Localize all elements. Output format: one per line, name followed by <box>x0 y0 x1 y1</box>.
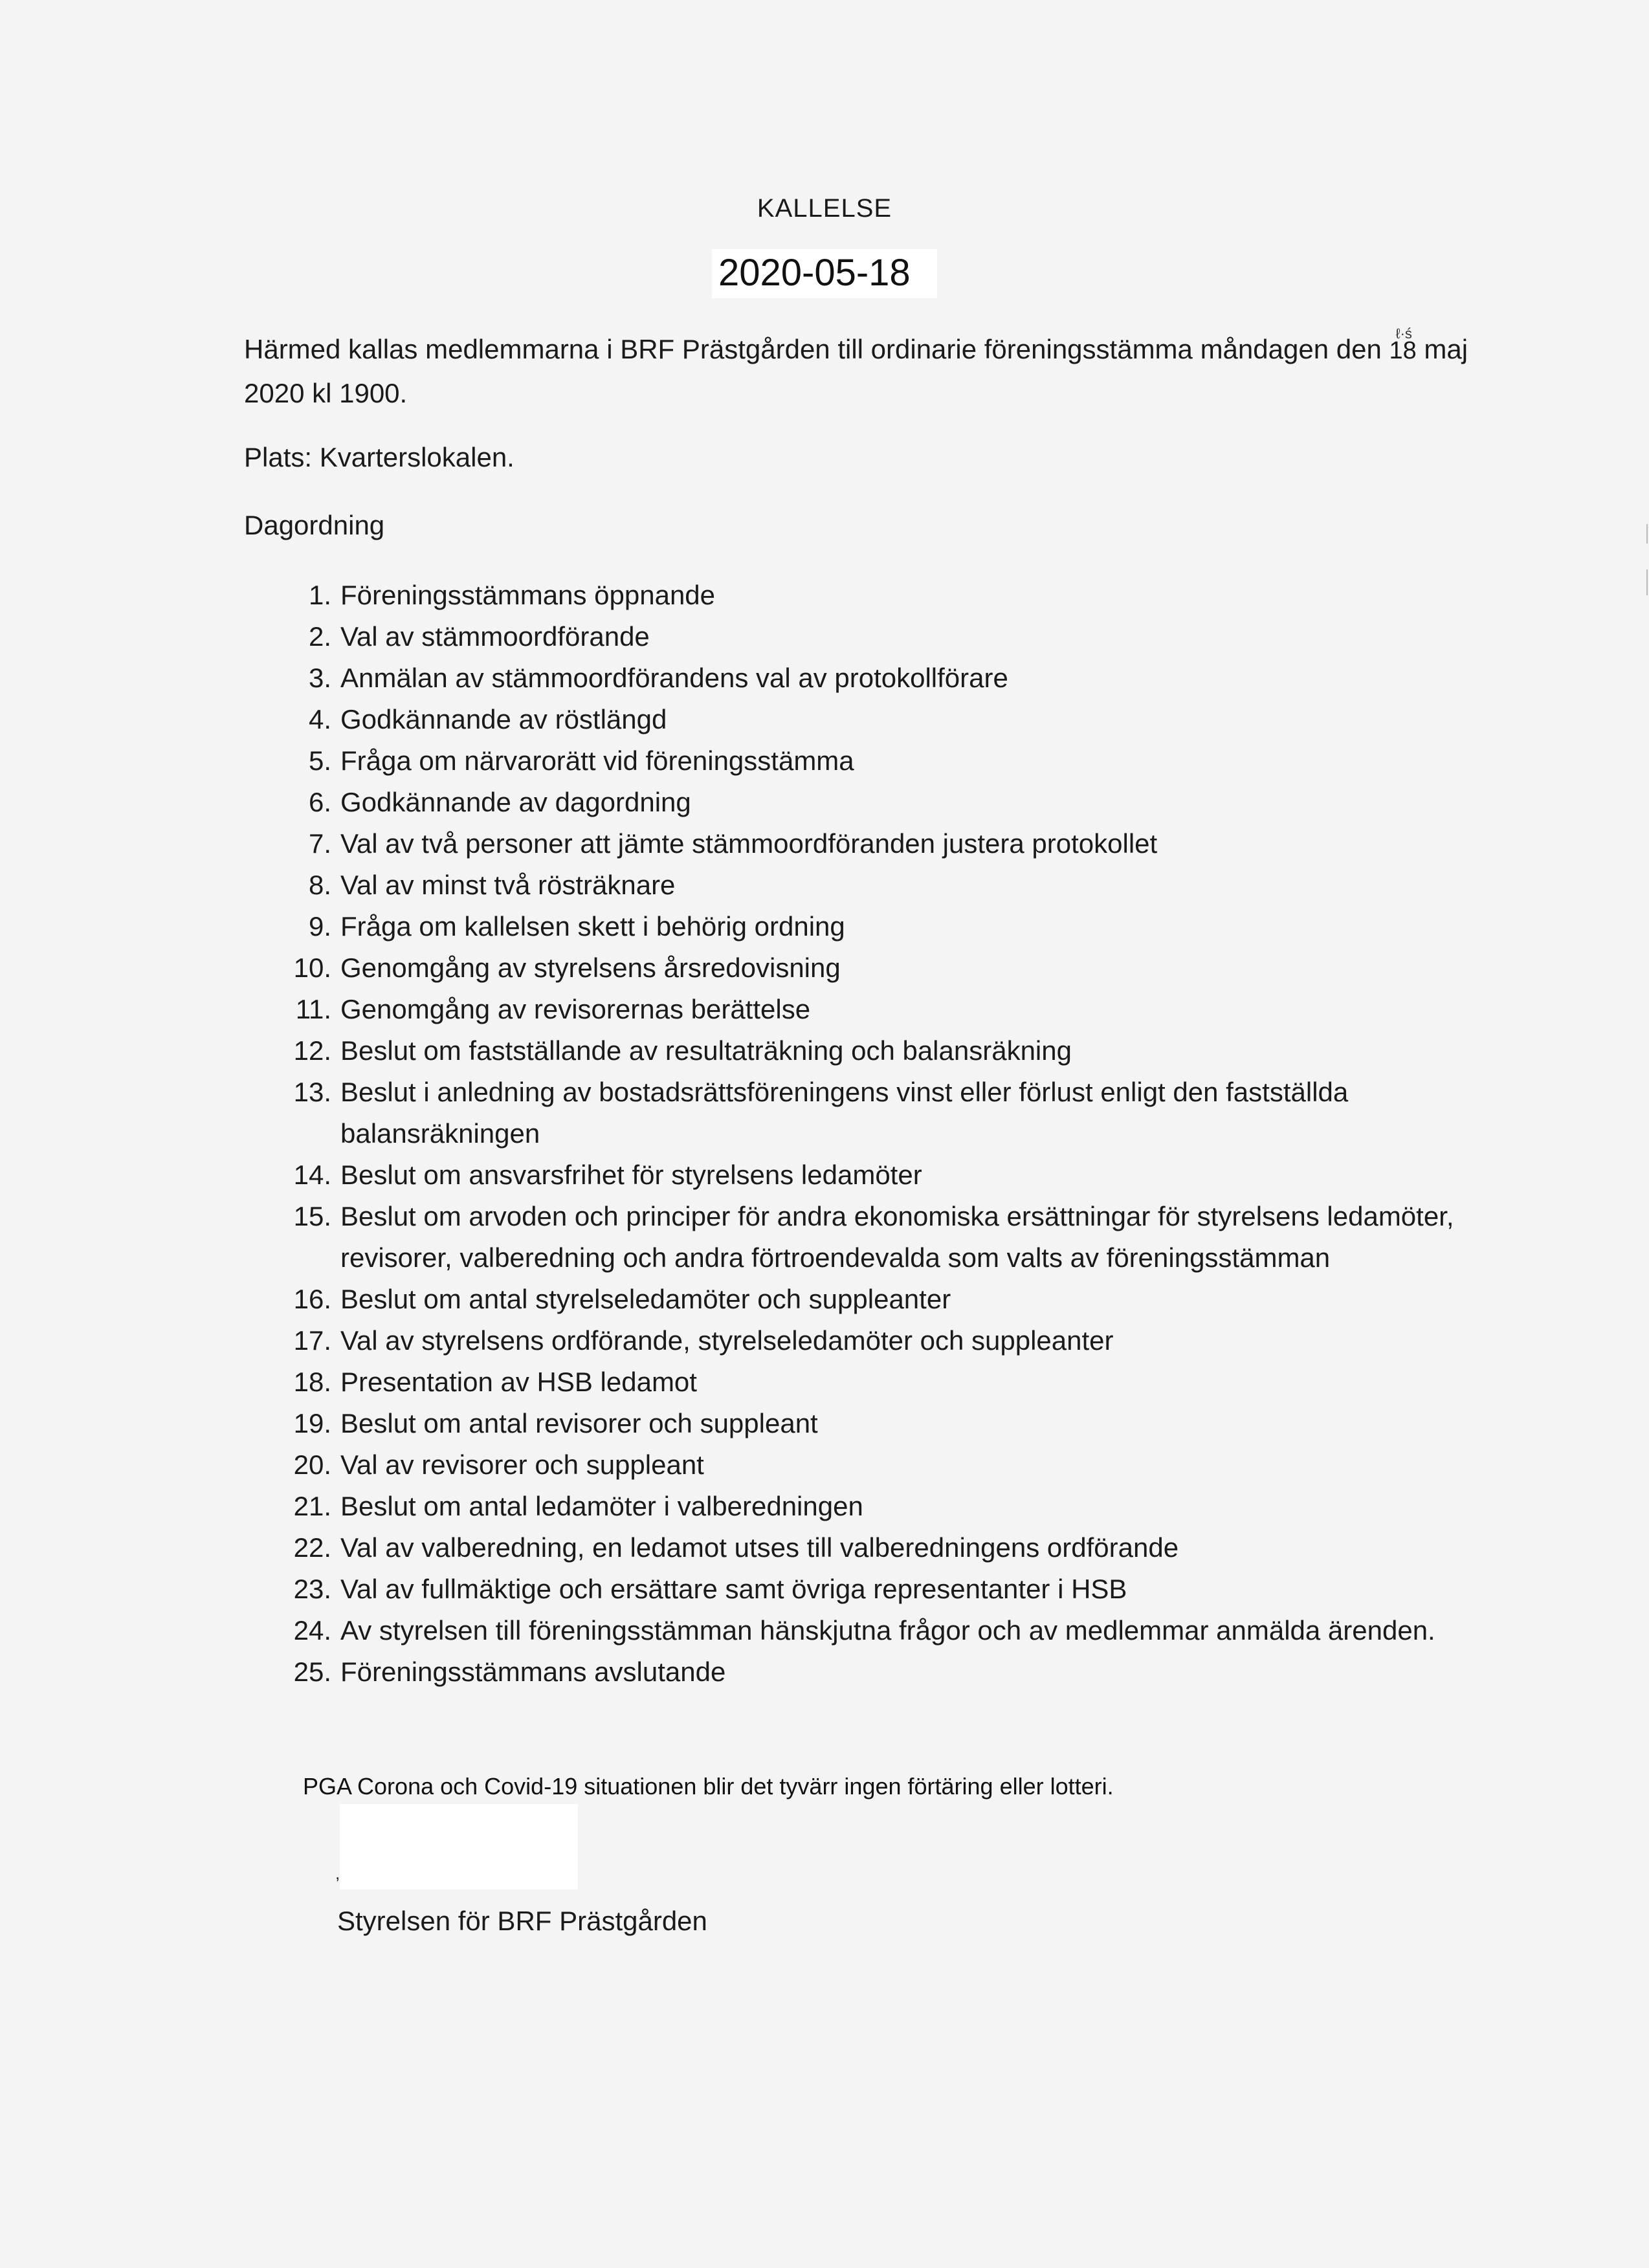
intro-paragraph <box>244 325 1474 415</box>
agenda-item-number: 2. <box>308 621 331 652</box>
agenda-item-text: Beslut i anledning av bostadsrättsföreningens vinst eller förlust enligt den fastställda balansräkningen <box>340 1077 1349 1149</box>
agenda-item-text: Föreningsstämmans öppnande <box>340 580 716 610</box>
agenda-item-text: Fråga om närvarorätt vid föreningsstämma <box>340 745 854 776</box>
agenda-item-text: Beslut om arvoden och principer för andra ekonomiska ersättningar för styrelsens ledamöter, revisorer, valberedning och andra förtroendevalda som valts av föreningsstämman <box>340 1201 1454 1273</box>
agenda-item <box>285 1651 1482 1693</box>
agenda-heading: Dagordning <box>244 510 385 540</box>
agenda-item-number: 4. <box>308 704 331 734</box>
agenda-item-text: Genomgång av revisorernas berättelse <box>340 994 811 1024</box>
agenda-item <box>285 906 1482 947</box>
agenda-item <box>285 740 1482 782</box>
agenda-item-number: 15. <box>293 1201 331 1231</box>
meeting-place: Plats: Kvarterslokalen. <box>244 442 515 472</box>
agenda-item-number: 14. <box>293 1160 331 1190</box>
agenda-item <box>285 1320 1482 1361</box>
agenda-item-number: 8. <box>308 870 331 900</box>
agenda-item-text: Genomgång av styrelsens årsredovisning <box>340 952 841 983</box>
intro-text-after-day: maj <box>1416 334 1468 364</box>
agenda-item-text: Föreningsstämmans avslutande <box>340 1657 726 1687</box>
corona-notice: PGA Corona och Covid-19 situationen blir det tyvärr ingen förtäring eller lotteri. <box>303 1773 1114 1800</box>
agenda-item <box>285 1610 1482 1651</box>
agenda-item-number: 13. <box>293 1077 331 1107</box>
handwritten-scribble: ℓ·ś <box>1395 325 1412 342</box>
agenda-item-number: 22. <box>293 1532 331 1563</box>
agenda-item-text: Anmälan av stämmoordförandens val av protokollförare <box>340 663 1008 693</box>
agenda-item <box>285 1486 1482 1527</box>
agenda-item <box>285 1361 1482 1403</box>
intro-text-before-day: Härmed kallas medlemmarna i BRF Prästgården till ordinarie föreningsstämma måndagen den <box>244 334 1389 364</box>
agenda-item-number: 10. <box>293 952 331 983</box>
agenda-item-text: Av styrelsen till föreningsstämman hänskjutna frågor och av medlemmar anmälda ärenden. <box>340 1615 1435 1646</box>
agenda-item <box>285 1403 1482 1444</box>
agenda-item <box>285 1527 1482 1569</box>
intro-day: 18 <box>1389 337 1417 364</box>
agenda-item <box>285 1154 1482 1196</box>
agenda-list <box>285 575 1482 1693</box>
agenda-item-text: Beslut om antal revisorer och suppleant <box>340 1408 818 1438</box>
agenda-item-number: 19. <box>293 1408 331 1438</box>
agenda-item <box>285 1569 1482 1610</box>
board-signoff: Styrelsen för BRF Prästgården <box>337 1906 707 1936</box>
agenda-item-text: Val av valberedning, en ledamot utses till valberedningens ordförande <box>340 1532 1179 1563</box>
agenda-item <box>285 1279 1482 1320</box>
agenda-item-number: 7. <box>308 828 331 859</box>
scan-edge-mark <box>1646 524 1648 544</box>
agenda-item <box>285 1196 1482 1279</box>
agenda-item-number: 24. <box>293 1615 331 1646</box>
agenda-item-number: 6. <box>308 787 331 817</box>
agenda-item-text: Beslut om antal ledamöter i valberedningen <box>340 1491 863 1521</box>
signature-mark: , <box>335 1864 340 1883</box>
agenda-item-number: 17. <box>293 1325 331 1356</box>
agenda-item <box>285 699 1482 740</box>
agenda-item-text: Godkännande av dagordning <box>340 787 691 817</box>
handwritten-day <box>1389 325 1417 372</box>
agenda-item-number: 5. <box>308 745 331 776</box>
agenda-item-number: 12. <box>293 1035 331 1066</box>
agenda-item <box>285 1030 1482 1072</box>
agenda-item-text: Val av fullmäktige och ersättare samt övriga representanter i HSB <box>340 1574 1127 1604</box>
agenda-item-number: 25. <box>293 1657 331 1687</box>
agenda-item-text: Beslut om fastställande av resultaträkning och balansräkning <box>340 1035 1072 1066</box>
agenda-item-text: Presentation av HSB ledamot <box>340 1367 697 1397</box>
agenda-item <box>285 575 1482 616</box>
agenda-item <box>285 989 1482 1030</box>
agenda-item <box>285 1072 1482 1154</box>
agenda-item-number: 20. <box>293 1449 331 1480</box>
agenda-item-text: Fråga om kallelsen skett i behörig ordning <box>340 911 845 941</box>
agenda-item <box>285 616 1482 657</box>
agenda-item <box>285 864 1482 906</box>
agenda-item <box>285 1444 1482 1486</box>
intro-line-2: 2020 kl 1900. <box>244 378 408 408</box>
agenda-item-number: 16. <box>293 1284 331 1314</box>
agenda-item-text: Val av styrelsens ordförande, styrelseledamöter och suppleanter <box>340 1325 1114 1356</box>
agenda-item-text: Godkännande av röstlängd <box>340 704 667 734</box>
agenda-item-number: 1. <box>308 580 331 610</box>
agenda-item <box>285 823 1482 864</box>
document-title: KALLELSE <box>757 194 892 223</box>
agenda-item-number: 11. <box>295 994 331 1024</box>
agenda-item <box>285 947 1482 989</box>
agenda-item-number: 23. <box>293 1574 331 1604</box>
agenda-item-number: 21. <box>293 1491 331 1521</box>
agenda-item-text: Val av minst två rösträknare <box>340 870 676 900</box>
agenda-item-number: 18. <box>293 1367 331 1397</box>
redacted-signature-area <box>340 1804 578 1889</box>
agenda-item-number: 3. <box>308 663 331 693</box>
agenda-item <box>285 782 1482 823</box>
agenda-item-text: Val av revisorer och suppleant <box>340 1449 704 1480</box>
intro-line-1 <box>244 325 1474 372</box>
agenda-item-number: 9. <box>308 911 331 941</box>
agenda-item-text: Val av två personer att jämte stämmoordföranden justera protokollet <box>340 828 1158 859</box>
scan-edge-mark <box>1646 569 1648 595</box>
agenda-item-text: Beslut om antal styrelseledamöter och suppleanter <box>340 1284 951 1314</box>
agenda-item-text: Beslut om ansvarsfrihet för styrelsens ledamöter <box>340 1160 922 1190</box>
agenda-item <box>285 657 1482 699</box>
agenda-item-text: Val av stämmoordförande <box>340 621 650 652</box>
meeting-date: 2020-05-18 <box>718 252 911 294</box>
